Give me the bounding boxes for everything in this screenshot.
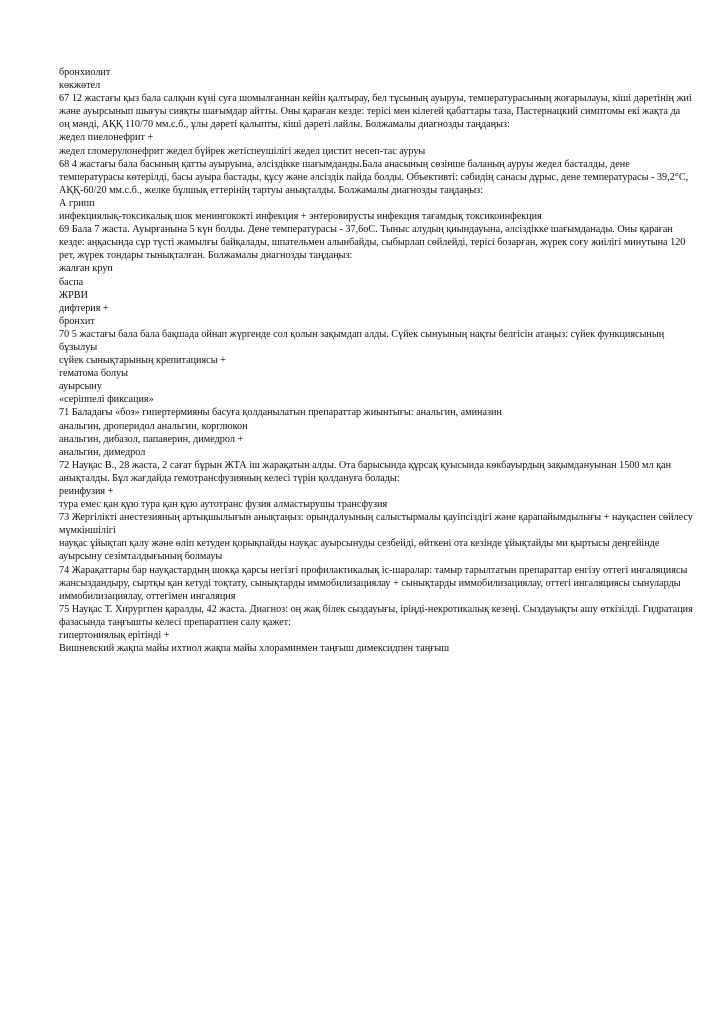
answer-option: жалған круп bbox=[59, 263, 113, 275]
text-line: бронхиолит bbox=[59, 67, 111, 78]
question-75: 75 Науқас Т. Хирургпен қаралды, 42 жаста. Диагноз: оң жақ білек сыздауығы, іріңді-некротикалық кезеңі. Сыздауықты ашу өткізілді. Гидратация фазасында таңғышты келесі препаратпен салу қажет: bbox=[59, 603, 693, 628]
answer-option: науқас ұйықтап қалу және өліп кетуден қорықпайды науқас ауырсынуды сезбейді, өйткені ота кезінде ұйықтайды ми қыртысы деңгейінде ауырсыну сезімталдығының болмауы bbox=[59, 538, 660, 563]
answer-option: сүйек сынықтарының крепитациясы + bbox=[59, 355, 226, 367]
document-text bbox=[59, 66, 693, 655]
question-68: 68 4 жастағы бала басының қатты ауыруына, әлсіздікке шағымданды.Бала анасының сөзінше баланың ауруы жедел басталды, дене температурасы көтерілді, басы ауыра бастады, құсу және әлсіздік пайда болды. Объективті: сәбидің санасы дұрыс, дене температурасы - 39,2°С, АҚҚ-60/20 мм.с.б., желке бұлшық еттерінің тартуы анықталды. Болжамалы диагнозды таңдаңыз: bbox=[59, 158, 689, 196]
question-71: 71 Баладағы «боз» гипертермияны басуға қолданылатын препараттар жиынтығы: анальгин, аминазин bbox=[59, 407, 502, 419]
answer-option: инфекциялық-токсикалық шок менингококті инфекция + энтеровирусты инфекция тағамдық токсикоинфекция bbox=[59, 211, 542, 223]
answer-option: жансыздандыру, сыртқы қан кетуді тоқтату, сынықтарды иммобилизациялау + сынықтарды иммобилизациялау, оттегі ингаляциясы сынуларды иммобилизациялау, оттегімен ингаляция bbox=[59, 577, 681, 602]
answer-option: «серіппелі фиксация» bbox=[59, 394, 154, 406]
answer-option: Вишневский жақпа майы ихтиол жақпа майы хлораминмен таңғыш димексидпен таңғыш bbox=[59, 643, 450, 655]
question-67: 67 12 жастағы қыз бала салқын күні суға шомылғаннан кейін қалтырау, бел тұсының ауыруы, температурасының жоғарылауы, кіші дәретінің жиі және ауырсынып шығуы сияқты шағымдар айтты. Оны қараған кезде: терісі мен кілегей қабаттары таза, Пастернацкий симптомы екі жақта да оң мәнді, АҚҚ 110/70 мм.с.б., ұлы дәреті қалыпты, кіші дәреті лайлы. Болжамалы диагнозды таңдаңыз: bbox=[59, 93, 692, 131]
answer-option: ЖРВИ bbox=[59, 289, 88, 301]
answer-option: бронхит bbox=[59, 315, 95, 327]
answer-option: ауырсыну bbox=[59, 381, 102, 393]
answer-option: дифтерия + bbox=[59, 302, 109, 314]
question-69: 69 Бала 7 жаста. Ауырғанына 5 күн болды. Дене температурасы - 37,6оС. Тыныс алудың қиындауына, әлсіздікке шағымданады. Оны қараған кезде: аңқасында сұр түсті жамылғы байқалады, шпательмен алынбайды, сыбырлап сөйлейді, терісі бозарған, жүрек соғу жиілігі минутына 120 рет, жүрек тондары тынықталған. Болжамалы диагнозды таңдаңыз: bbox=[59, 224, 686, 262]
answer-option: жедел пиелонефрит + bbox=[59, 132, 154, 144]
answer-option: А грипп bbox=[59, 197, 95, 209]
question-74: 74 Жарақаттары бар науқастардың шокқа қарсы негізгі профилактикалық іс-шаралар: тамыр тарылтатын препараттар енгізу оттегі ингаляциясы bbox=[59, 564, 688, 576]
answer-option: анальгин, дибазол, папаверин, димедрол + bbox=[59, 433, 244, 445]
answer-option: гематома болуы bbox=[59, 368, 129, 380]
answer-option: реинфузия + bbox=[59, 486, 114, 497]
answer-option: гипертониялық ерітінді + bbox=[59, 630, 170, 642]
question-70: 70 5 жастағы бала бала бақшада ойнап жүргенде сол қолын зақымдап алды. Сүйек сынуының нақты белгісін атаңыз: сүйек функциясының бұзылуы bbox=[59, 328, 665, 353]
question-73: 73 Жергілікті анестезияның артықшылығын анықтаңыз: орындалуының салыстырмалы қауіпсіздігі және қарапайымдылығы + науқаспен сөйлесу мүмкіншілігі bbox=[59, 512, 693, 537]
answer-option: анальгин, дроперидол анальгин, корглюкон bbox=[59, 420, 248, 432]
answer-option: тура емес қан құю тура қан құю аутотранс фузия алмастырушы трансфузия bbox=[59, 499, 388, 511]
answer-option: анальгин, димедрол bbox=[59, 446, 146, 458]
question-72: 72 Науқас В., 28 жаста, 2 сағат бұрын ЖТА іш жарақатын алды. Ота барысында құрсақ қуысында көкбауырдың зақымдануынан 1500 мл қан анықталды. Бұл жағдайда гемотрансфузияның келесі түрін қолдануға болады: bbox=[59, 459, 672, 484]
text-line: көкжөтел bbox=[59, 80, 101, 92]
answer-option: жедел гломерулонефрит жедел бүйрек жетіспеушілігі жедел цистит несеп-тас ауруы bbox=[59, 145, 426, 157]
answer-option: баспа bbox=[59, 276, 84, 288]
